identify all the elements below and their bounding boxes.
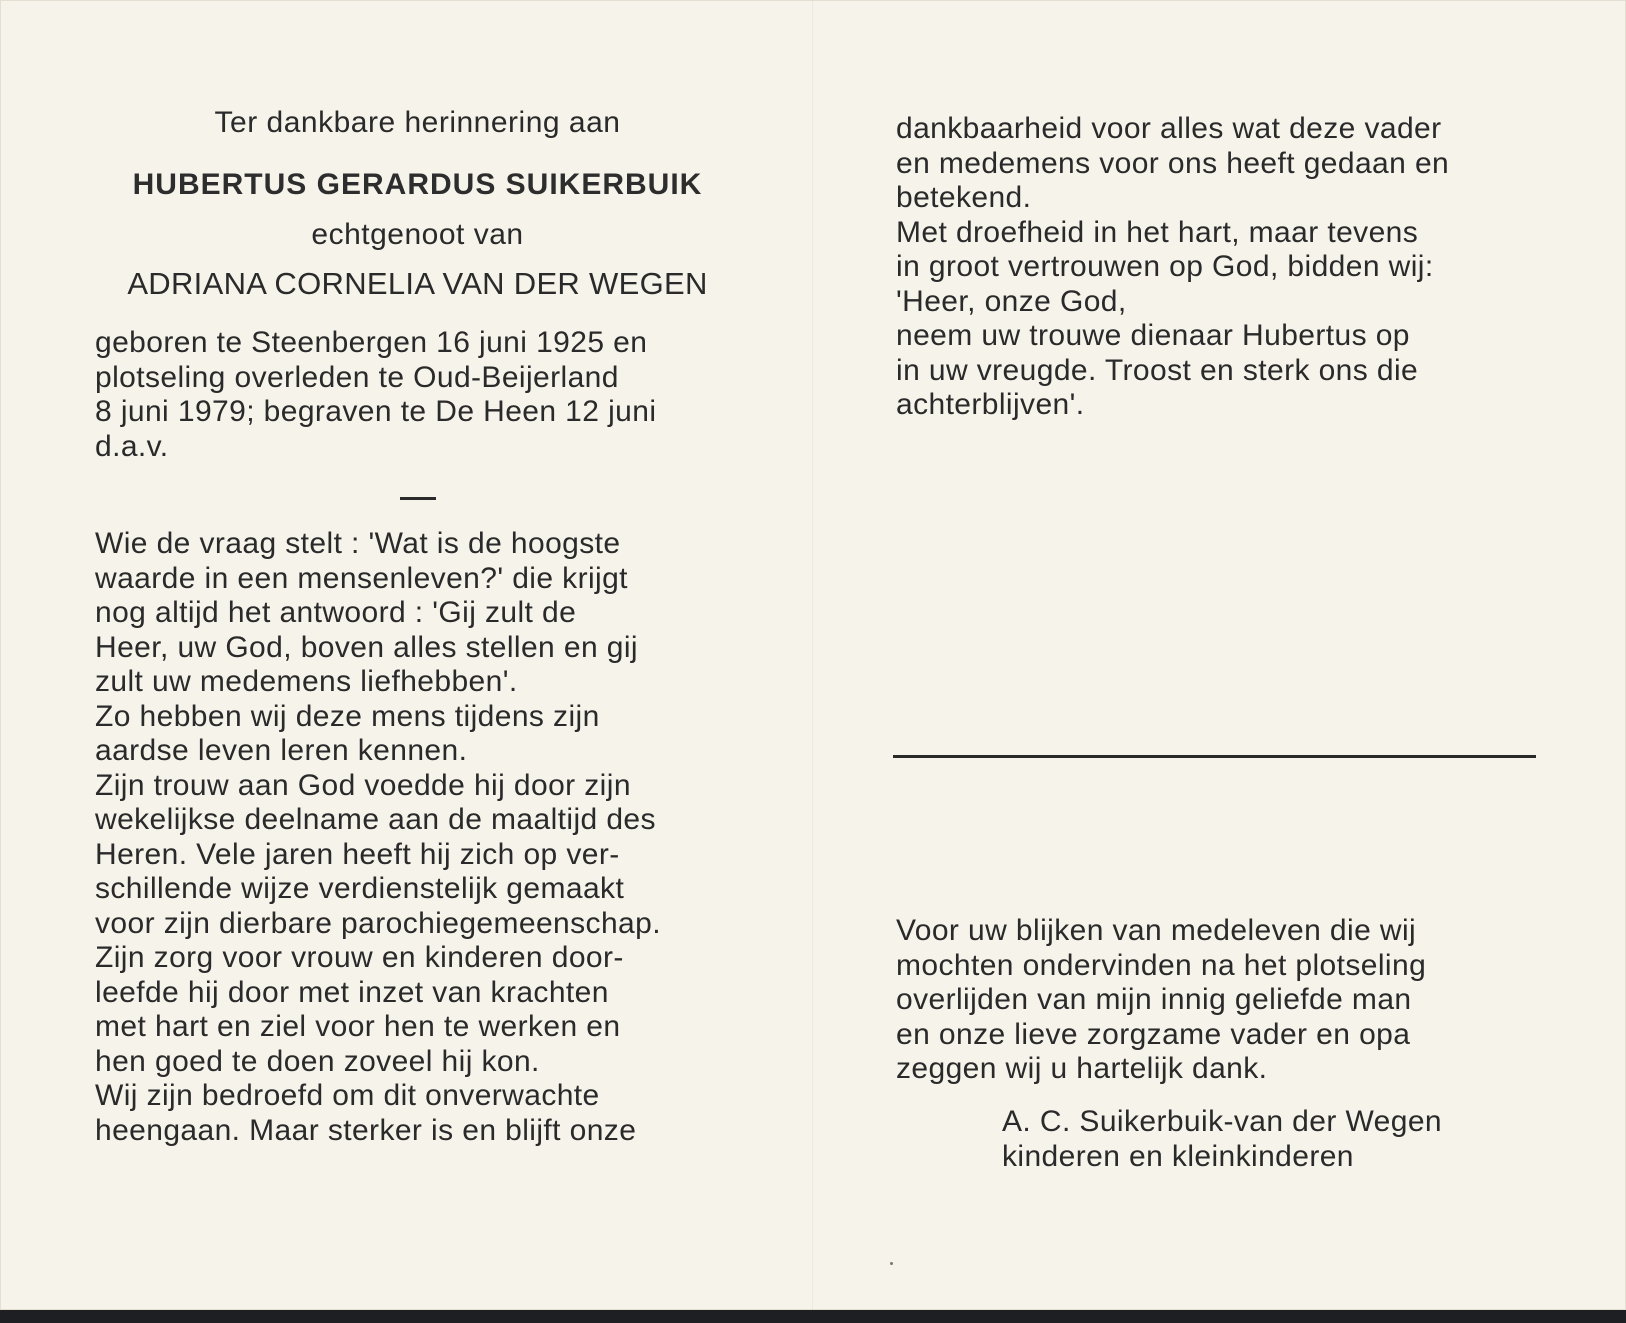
memorial-line: nog altijd het antwoord : 'Gij zult de — [95, 596, 577, 629]
memorial-line: heengaan. Maar sterker is en blijft onze — [95, 1113, 637, 1147]
memorial-line: Zijn zorg voor vrouw en kinderen door- — [95, 941, 624, 974]
signature-block — [1002, 1105, 1542, 1174]
continuation-line: in uw vreugde. Troost en sterk ons die — [896, 353, 1419, 387]
signature-line: kinderen en kleinkinderen — [1002, 1139, 1354, 1173]
memorial-line: schillende wijze verdienstelijk gemaakt — [95, 872, 625, 905]
thanks-line: mochten ondervinden na het plotseling — [896, 948, 1427, 982]
memorial-paragraph — [95, 527, 735, 1148]
thanks-line: en onze lieve zorgzame vader en opa — [896, 1017, 1411, 1051]
birth-death-line: geboren te Steenbergen 16 juni 1925 en — [95, 326, 648, 359]
birth-death-line: d.a.v. — [95, 429, 169, 463]
relation-line: echtgenoot van — [311, 218, 524, 251]
birth-death-paragraph — [95, 326, 735, 464]
continuation-line: dankbaarheid voor alles wat deze vader — [896, 112, 1442, 145]
memorial-line: Wie de vraag stelt : 'Wat is de hoogste — [95, 527, 621, 560]
thanks-line: overlijden van mijn innig geliefde man — [896, 983, 1412, 1016]
memorial-line: hen goed te doen zoveel hij kon. — [95, 1044, 540, 1078]
continuation-paragraph — [896, 112, 1536, 423]
thanks-line: zeggen wij u hartelijk dank. — [896, 1052, 1268, 1085]
horizontal-rule — [893, 755, 1536, 758]
memorial-line: Wij zijn bedroefd om dit onverwachte — [95, 1079, 600, 1112]
continuation-line: Met droefheid in het hart, maar tevens — [896, 215, 1419, 249]
deceased-name: HUBERTUS GERARDUS SUIKERBUIK — [132, 168, 703, 201]
memorial-line: aardse leven leren kennen. — [95, 734, 468, 767]
memorial-line: zult uw medemens liefhebben'. — [95, 665, 518, 698]
continuation-line: in groot vertrouwen op God, bidden wij: — [896, 250, 1434, 283]
memorial-line: voor zijn dierbare parochiegemeenschap. — [95, 906, 661, 940]
signature-line: A. C. Suikerbuik-van der Wegen — [1002, 1105, 1442, 1138]
paper-speck — [890, 1262, 893, 1265]
scan-edge — [0, 1310, 1626, 1323]
memorial-line: Heren. Vele jaren heeft hij zich op ver- — [95, 837, 620, 871]
thanks-line: Voor uw blijken van medeleven die wij — [896, 914, 1417, 947]
birth-death-line: 8 juni 1979; begraven te De Heen 12 juni — [95, 395, 657, 428]
separator-dash — [400, 497, 436, 500]
spouse-name: ADRIANA CORNELIA VAN DER WEGEN — [127, 266, 708, 301]
memorial-line: Zo hebben wij deze mens tijdens zijn — [95, 699, 600, 733]
intro-line: Ter dankbare herinnering aan — [214, 106, 621, 139]
memorial-line: Zijn trouw aan God voedde hij door zijn — [95, 768, 631, 802]
memorial-line: leefde hij door met inzet van krachten — [95, 975, 609, 1009]
memorial-line: Heer, uw God, boven alles stellen en gij — [95, 630, 638, 664]
continuation-line: 'Heer, onze God, — [896, 284, 1127, 318]
thanks-paragraph — [896, 914, 1536, 1087]
continuation-line: achterblijven'. — [896, 388, 1085, 421]
memorial-line: met hart en ziel voor hen te werken en — [95, 1010, 621, 1043]
fold-crease — [812, 0, 813, 1310]
memorial-line: waarde in een mensenleven?' die krijgt — [95, 561, 628, 595]
continuation-line: neem uw trouwe dienaar Hubertus op — [896, 319, 1410, 352]
memorial-line: wekelijkse deelname aan de maaltijd des — [95, 803, 656, 836]
birth-death-line: plotseling overleden te Oud-Beijerland — [95, 360, 619, 394]
continuation-line: en medemens voor ons heeft gedaan en — [896, 146, 1450, 180]
continuation-line: betekend. — [896, 181, 1032, 214]
